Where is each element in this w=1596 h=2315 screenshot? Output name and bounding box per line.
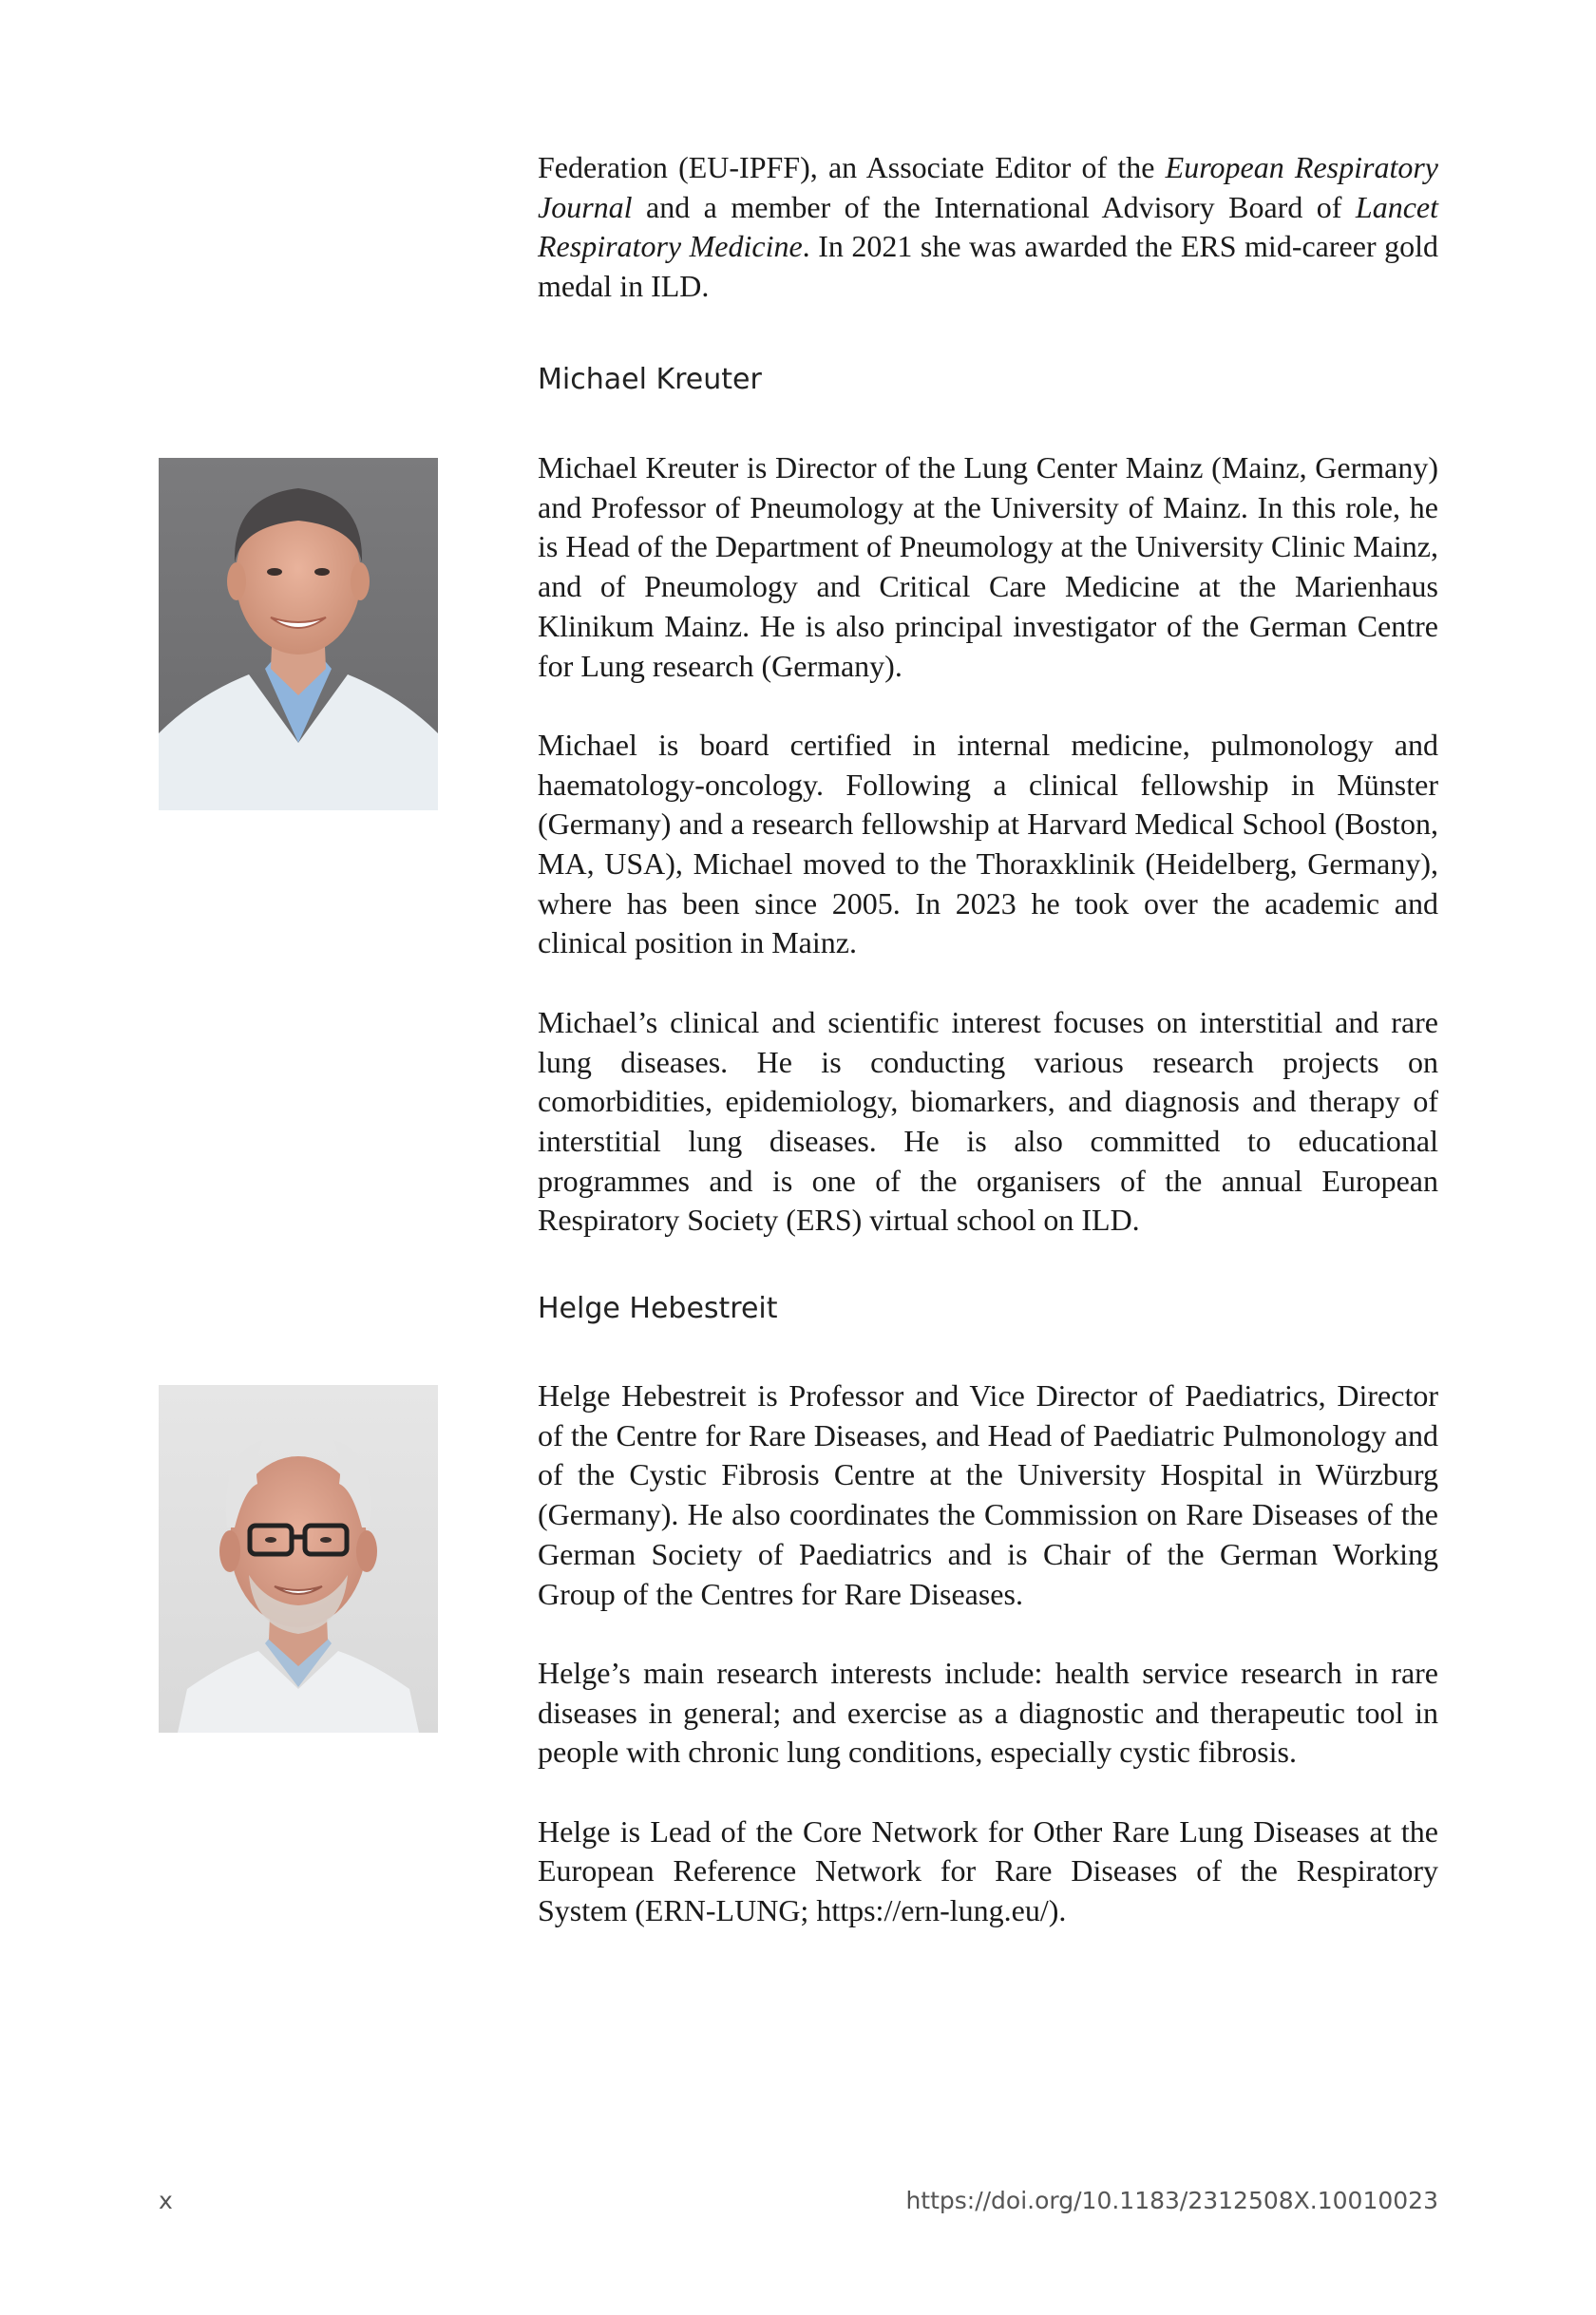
doi-link[interactable]: https://doi.org/10.1183/2312508X.10010023 <box>905 2187 1438 2214</box>
intro-text-run: . In 2021 she was awarded the ERS mid-career gold medal in ILD. <box>538 229 1439 304</box>
hebestreit-name-heading: Helge Hebestreit <box>538 1292 778 1325</box>
hebestreit-portrait-image <box>159 1385 438 1733</box>
hebestreit-bio-paragraph-1: Helge Hebestreit is Professor and Vice Director of Paediatrics, Director of the Centre for Rare Diseases, and Head of Paediatric Pulmonology and of the Cystic Fibrosis Centre at the University Hospital in Würzburg (Germany). He also coordinates the Commission on Rare Diseases of the German Society of Paediatrics and is Chair of the German Working Group of the Centres for Rare Diseases. <box>538 1378 1438 1611</box>
intro-text-run: and a member of the International Advisory Board of <box>632 189 1356 224</box>
hebestreit-photo <box>159 1385 438 1733</box>
kreuter-bio <box>538 448 1438 1241</box>
hebestreit-heading-wrap <box>538 1292 1438 1325</box>
hebestreit-bio-paragraph-2: Helge’s main research interests include: health service research in rare diseases in general; and exercise as a diagnostic and therapeutic tool in people with chronic lung conditions, especially cystic fibrosis. <box>538 1655 1438 1770</box>
kreuter-portrait-image <box>159 458 438 810</box>
kreuter-name-heading: Michael Kreuter <box>538 363 762 396</box>
kreuter-bio-paragraph-3: Michael’s clinical and scientific interest focuses on interstitial and rare lung diseases. He is conducting various research projects on comorbidities, epidemiology, biomarkers, and diagnosis and therapy of interstitial lung diseases. He is also committed to educational programmes and is one of the organisers of the annual European Respiratory Society (ERS) virtual school on ILD. <box>538 1004 1438 1238</box>
journal-title: Lancet Respiratory Medicine <box>538 189 1438 264</box>
hebestreit-bio-paragraph-3: Helge is Lead of the Core Network for Other Rare Lung Diseases at the European Reference Network for Rare Diseases of the Respiratory System (ERN-LUNG; https://ern-lung.eu/). <box>538 1813 1438 1928</box>
kreuter-bio-paragraph-2: Michael is board certified in internal medicine, pulmonology and haematology-oncology. Following a clinical fellowship in Münster (Germany) and a research fellowship at Harvard Medical School (Boston, MA, USA), Michael moved to the Thoraxklinik (Heidelberg, Germany), where has been since 2005. In 2023 he took over the academic and clinical position in Mainz. <box>538 727 1438 960</box>
intro-paragraph <box>538 148 1438 307</box>
kreuter-bio-paragraph-1: Michael Kreuter is Director of the Lung Center Mainz (Mainz, Germany) and Professor of Pneumology at the University of Mainz. In this role, he is Head of the Department of Pneumology at the University Clinic Mainz, and of Pneumology and Critical Care Medicine at the Marienhaus Klinikum Mainz. He is also principal investigator of the German Centre for Lung research (Germany). <box>538 450 1438 683</box>
intro-text-run: Federation (EU-IPFF), an Associate Editor of the <box>538 150 1166 184</box>
kreuter-heading-wrap <box>538 363 1438 396</box>
intro-block <box>538 148 1438 307</box>
hebestreit-bio <box>538 1376 1438 1931</box>
kreuter-photo <box>159 458 438 810</box>
journal-title: European Respiratory Journal <box>538 150 1439 224</box>
page-number: x <box>159 2187 173 2214</box>
